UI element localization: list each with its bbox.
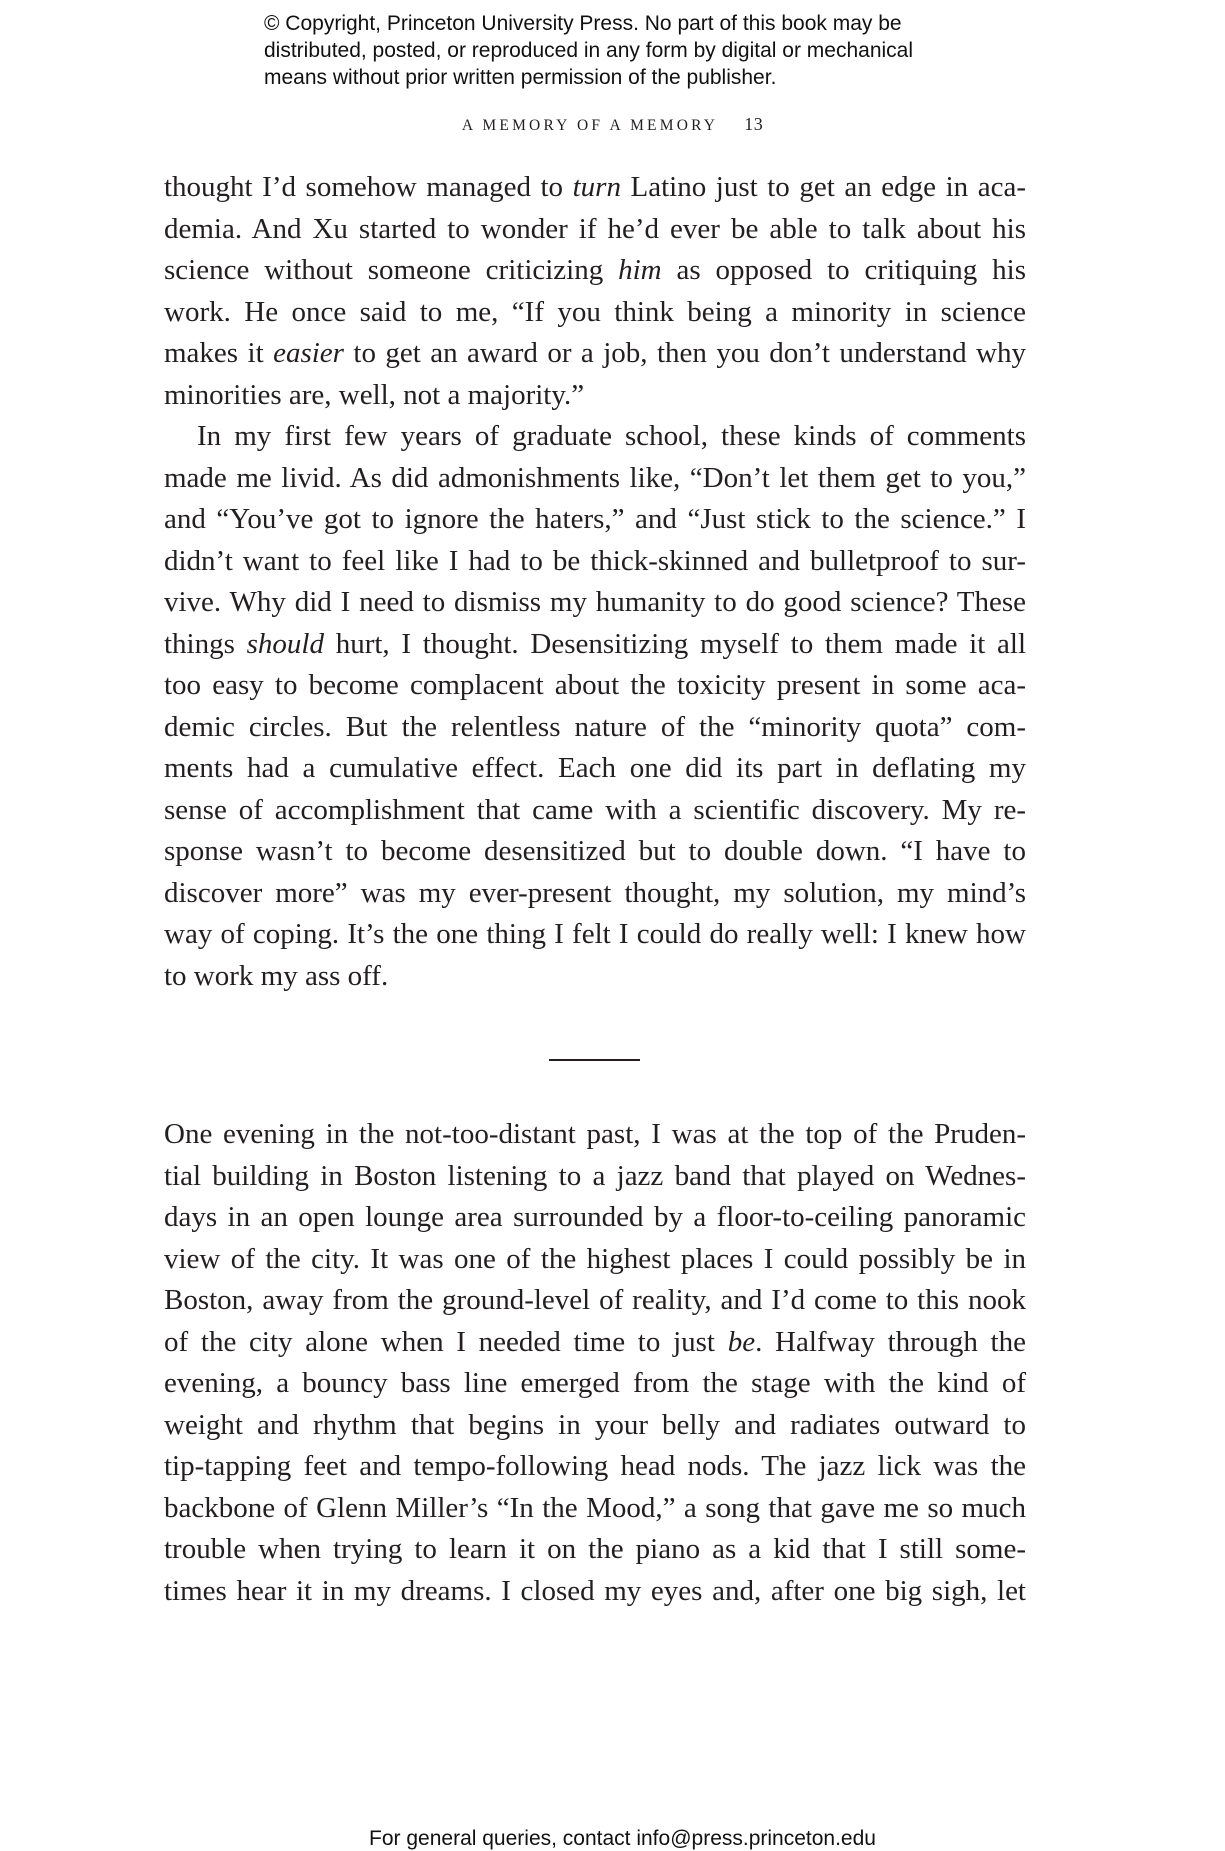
text-run: too easy to become complacent about the toxicity present in some aca- (164, 669, 1026, 701)
text-run: Latino just to get an edge in aca- (620, 171, 1026, 203)
text-run: to get an award or a job, then you don’t understand why (343, 337, 1027, 369)
text-run: makes it (164, 337, 274, 369)
text-line (164, 1405, 1026, 1447)
text-line (164, 1322, 1026, 1364)
text-run: demia. And Xu started to wonder if he’d ever be able to talk about his (164, 212, 1026, 245)
text-line (164, 624, 1026, 666)
text-line (164, 873, 1026, 915)
section-break-rule (549, 1059, 640, 1061)
text-line (164, 1488, 1026, 1530)
text-line (164, 665, 1026, 707)
text-run: demic circles. But the relentless nature of the “minority quota” com- (164, 710, 1026, 743)
text-line (164, 1363, 1026, 1405)
italic-text: be (727, 1325, 756, 1358)
footer-contact: For general queries, contact info@press.princeton.edu (369, 1827, 876, 1850)
text-line (164, 1239, 1026, 1281)
text-run: hurt, I thought. Desensitizing myself to them made it all (323, 627, 1027, 660)
body-text-section-2 (164, 1114, 1026, 1612)
text-line (164, 292, 1026, 334)
italic-text: turn (572, 171, 621, 203)
text-line (164, 1446, 1026, 1488)
text-line (164, 499, 1026, 541)
text-run: to work my ass off. (164, 959, 389, 992)
text-run: way of coping. It’s the one thing I felt I could do really well: I knew how (164, 918, 1026, 950)
text-run: evening, a bouncy bass line emerged from the stage with the kind of (164, 1367, 1026, 1399)
text-run: . Halfway through the (755, 1325, 1026, 1358)
copyright-line: means without prior written permission of the publisher. (264, 66, 777, 89)
text-run: view of the city. It was one of the highest places I could possibly be in (164, 1242, 1026, 1275)
text-line (164, 1114, 1026, 1156)
text-run: as opposed to critiquing his (661, 254, 1026, 286)
text-run: tip-tapping feet and tempo-following head nods. The jazz lick was the (164, 1450, 1026, 1482)
copyright-line: © Copyright, Princeton University Press. No part of this book may be (264, 12, 902, 35)
text-line (164, 333, 1026, 375)
text-line (164, 209, 1026, 251)
text-run: sense of accomplishment that came with a scientific discovery. My re- (164, 793, 1026, 826)
text-run: science without someone criticizing (164, 254, 619, 286)
text-run: made me livid. As did admonishments like, “Don’t let them get to you,” (164, 461, 1026, 494)
text-line (164, 707, 1026, 749)
italic-text: should (246, 627, 324, 660)
text-run: minorities are, well, not a majority.” (164, 378, 585, 411)
text-line (164, 375, 1026, 417)
text-run: times hear it in my dreams. I closed my eyes and, after one big sigh, let (164, 1574, 1026, 1607)
italic-text: easier (273, 337, 344, 369)
text-line (164, 167, 1026, 209)
copyright-line: distributed, posted, or reproduced in any form by digital or mechanical (264, 39, 914, 62)
text-run: vive. Why did I need to dismiss my humanity to do good science? These (164, 586, 1026, 618)
text-line (164, 956, 1026, 998)
text-run: thought I’d somehow managed to (164, 171, 573, 203)
text-line (164, 831, 1026, 873)
text-line (164, 1571, 1026, 1613)
text-line (164, 1156, 1026, 1198)
text-run: ments had a cumulative effect. Each one did its part in deflating my (164, 752, 1026, 784)
text-run: things (164, 627, 247, 660)
italic-text: him (618, 254, 662, 286)
text-run: One evening in the not-too-distant past, I was at the top of the Pruden- (164, 1118, 1026, 1150)
body-text-section-1 (164, 167, 1026, 997)
text-run: didn’t want to feel like I had to be thick-skinned and bulletproof to sur- (164, 544, 1026, 577)
text-line (164, 541, 1026, 583)
text-run: Boston, away from the ground-level of reality, and I’d come to this nook (164, 1284, 1026, 1316)
text-line (164, 790, 1026, 832)
text-run: discover more” was my ever-present thought, my solution, my mind’s (164, 876, 1026, 909)
text-line (164, 914, 1026, 956)
text-run: trouble when trying to learn it on the piano as a kid that I still some- (164, 1533, 1026, 1565)
copyright-notice (264, 10, 1024, 91)
footer (0, 1827, 1225, 1851)
text-line (164, 748, 1026, 790)
text-line (164, 1529, 1026, 1571)
text-run: work. He once said to me, “If you think being a minority in science (164, 295, 1026, 328)
text-run: days in an open lounge area surrounded by a floor-to-ceiling panoramic (164, 1201, 1026, 1233)
text-run: sponse wasn’t to become desensitized but to double down. “I have to (164, 835, 1026, 867)
text-run: tial building in Boston listening to a jazz band that played on Wednes- (164, 1159, 1026, 1192)
text-line (164, 250, 1026, 292)
text-line (164, 582, 1026, 624)
text-line (164, 1280, 1026, 1322)
text-run: weight and rhythm that begins in your belly and radiates outward to (164, 1408, 1026, 1441)
text-line (164, 416, 1026, 458)
text-run: backbone of Glenn Miller’s “In the Mood,” a song that gave me so much (164, 1491, 1026, 1524)
page-number: 13 (744, 114, 764, 134)
text-run: of the city alone when I needed time to just (164, 1325, 728, 1358)
text-line (164, 458, 1026, 500)
text-line (164, 1197, 1026, 1239)
text-run: In my first few years of graduate school, these kinds of comments (197, 420, 1026, 452)
text-run: and “You’ve got to ignore the haters,” and “Just stick to the science.” I (164, 503, 1026, 535)
running-head (0, 114, 1225, 135)
chapter-title: A MEMORY OF A MEMORY (461, 117, 719, 134)
